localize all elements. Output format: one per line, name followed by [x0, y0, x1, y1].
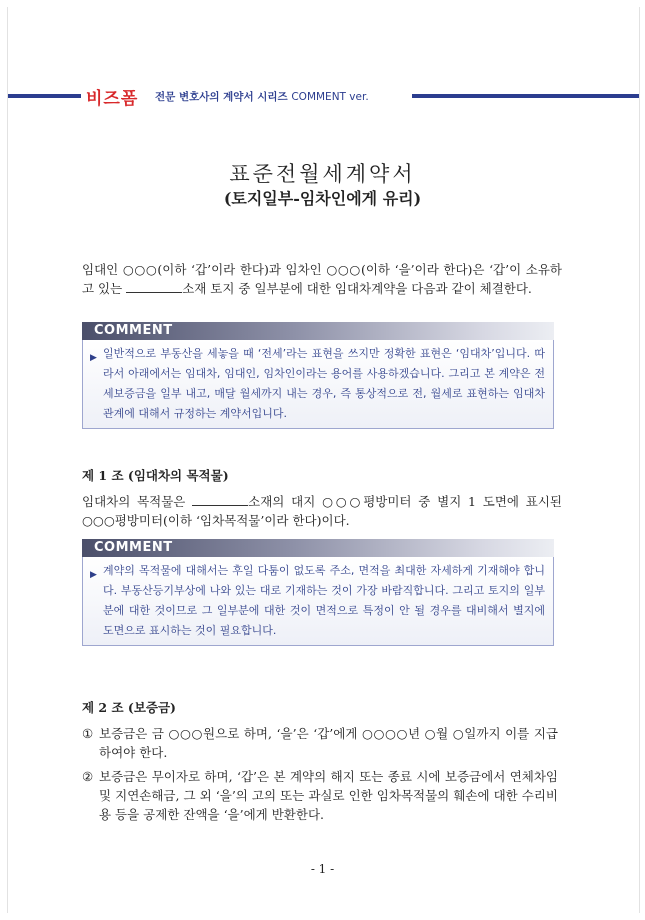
comment-body	[82, 340, 554, 429]
page-number: - 1 -	[310, 862, 335, 876]
item-text: 보증금은 금 ○○○원으로 하며, ‘을’은 ‘갑’에게 ○○○○년 ○월 ○일까지 이를 지급하여야 한다.	[99, 726, 558, 760]
article-2-item-1	[82, 724, 558, 762]
series-suffix: COMMENT ver.	[291, 91, 369, 103]
header-rule-right	[412, 94, 639, 98]
article-2-heading: 제 2 조 (보증금)	[82, 700, 176, 715]
article-2-item-2	[82, 767, 558, 824]
header-rule-left	[8, 94, 81, 98]
item-number: ①	[82, 726, 94, 741]
comment-box-1	[82, 322, 554, 429]
address-blank	[126, 280, 182, 293]
article1-part1: 임대차의 목적물은	[82, 494, 193, 509]
comment-label: COMMENT	[82, 539, 554, 557]
comment-label: COMMENT	[82, 322, 554, 340]
comment-box-2	[82, 539, 554, 646]
intro-part2: 소재 토지 중 일부분에 대한 임대차계약을 다음과 같이 체결한다.	[182, 281, 532, 296]
article-1-heading: 제 1 조 (임대차의 목적물)	[82, 468, 229, 483]
document-subtitle: (토지일부-임차인에게 유리)	[223, 189, 422, 208]
comment-text: 일반적으로 부동산을 세놓을 때 ‘전세’라는 표현을 쓰지만 정확한 표현은 ‘임대차’입니다. 따라서 아래에서는 임대차, 임대인, 임차인이라는 용어를 사용하겠습니다. 그리고 본 계약은 전세보증금을 일부 내고, 매달 월세까지 내는 경우, 즉 통상적으로 전, 월세로 표현하는 임대차 관계에 대해서 규정하는 계약서입니다.	[103, 347, 545, 420]
address-blank	[192, 493, 248, 506]
series-header	[8, 87, 639, 107]
comment-text: 계약의 목적물에 대해서는 후일 다툼이 없도록 주소, 면적을 최대한 자세하게 기재해야 합니다. 부동산등기부상에 나와 있는 대로 기재하는 것이 가장 바람직합니다. 그리고 토지의 일부분에 대한 것이므로 그 일부분에 대한 것이 면적으로 특정이 안 될 경우를 대비해서 별지에 도면으로 표시하는 것이 필요합니다.	[103, 564, 545, 637]
triangle-right-icon: ▶	[90, 570, 97, 580]
series-prefix: 전문 변호사의 계약서 시리즈	[155, 91, 292, 103]
item-text: 보증금은 무이자로 하며, ‘갑’은 본 계약의 해지 또는 종료 시에 보증금에서 연체차임 및 지연손해금, 그 외 ‘을’의 고의 또는 과실로 인한 임차목적물의 훼손에 대한 수리비용 등을 공제한 잔액을 ‘을’에게 반환한다.	[99, 769, 558, 822]
document-title: 표준전월세계약서	[229, 162, 416, 186]
intro-part1: 임대인 ○○○(이하 ‘갑’이라 한다)과 임차인 ○○○(이하 ‘을’이라 한다)은 ‘갑’이 소유하고 있는	[82, 262, 562, 296]
series-title	[155, 89, 369, 104]
article-1-paragraph	[82, 492, 562, 530]
article1-part2: 소재의 대지 ○○○평방미터 중 별지 1 도면에 표시된 ○○○평방미터(이하 ‘임차목적물’이라 한다)이다.	[82, 494, 562, 528]
brand-logo: 비즈폼	[86, 89, 139, 109]
intro-paragraph	[82, 260, 562, 298]
triangle-right-icon: ▶	[90, 353, 97, 363]
item-number: ②	[82, 769, 94, 784]
comment-body	[82, 557, 554, 646]
